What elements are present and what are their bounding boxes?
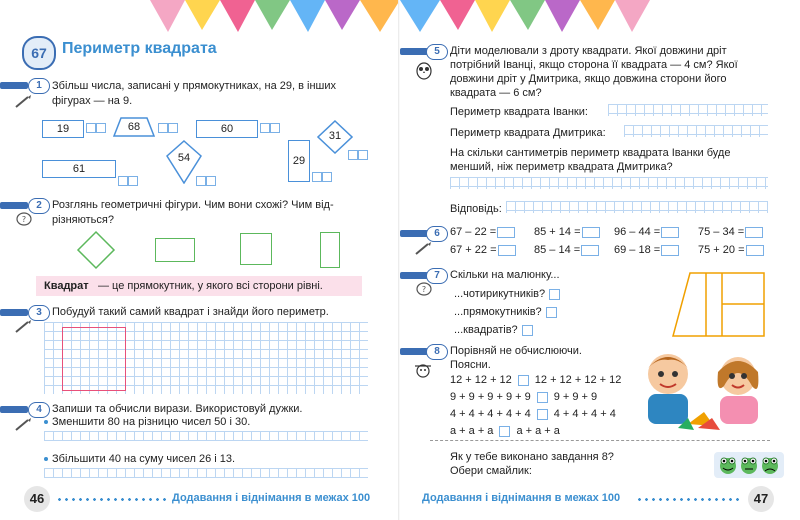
answer-box[interactable] — [196, 176, 206, 186]
task7-q1: ...чотирикутників? — [454, 287, 560, 301]
compare-row: 9 + 9 + 9 + 9 + 9 9 + 9 + 9 — [450, 391, 598, 403]
svg-text:?: ? — [421, 285, 427, 294]
solution-grid[interactable] — [450, 177, 768, 189]
compare-box[interactable] — [518, 375, 529, 386]
task-bar — [0, 82, 28, 89]
equation: 75 – 34 = — [698, 226, 763, 238]
neutral-frog-icon[interactable] — [739, 455, 759, 475]
task8-line2: Поясни. — [450, 359, 491, 371]
number-rectangle: 29 — [288, 140, 310, 182]
task-bar — [0, 309, 28, 316]
pencil-icon — [414, 242, 432, 256]
answer-box[interactable] — [168, 123, 178, 133]
task-number: 5 — [426, 44, 448, 60]
diamond-value: 31 — [328, 130, 342, 142]
owl-icon — [414, 60, 434, 80]
question-bubble-icon — [416, 282, 432, 298]
footer-dots — [56, 498, 168, 501]
answer-box[interactable] — [312, 172, 322, 182]
task-number: 1 — [28, 78, 50, 94]
equation: 85 + 14 = — [534, 226, 600, 238]
task7-q2: ...прямокутників? — [454, 305, 557, 319]
scientist-icon — [412, 362, 434, 380]
page-title: Периметр квадрата — [62, 40, 217, 57]
trapezoid-value: 68 — [127, 121, 141, 133]
footer-text: Додавання і віднімання в межах 100 — [422, 492, 621, 504]
rectangles-figure — [672, 272, 766, 338]
green-rhombus — [76, 230, 116, 270]
pencil-icon — [14, 320, 32, 334]
smiley-panel — [714, 452, 784, 478]
task-bar — [0, 202, 28, 209]
equation: 67 + 22 = — [450, 244, 516, 256]
divider — [430, 440, 770, 441]
answer-box[interactable] — [86, 123, 96, 133]
answer-box[interactable] — [522, 325, 533, 336]
answer-box[interactable] — [118, 176, 128, 186]
answer-label: Відповідь: — [450, 203, 502, 215]
task-bar — [400, 272, 428, 279]
task-bar — [0, 406, 28, 413]
answer-box[interactable] — [746, 245, 764, 256]
task-number: 2 — [28, 198, 50, 214]
equation: 96 – 44 = — [614, 226, 679, 238]
answer-box[interactable] — [358, 150, 368, 160]
task-number: 7 — [426, 268, 448, 284]
answer-box[interactable] — [158, 123, 168, 133]
definition-text: — це прямокутник, у якого всі сторони рівні. — [98, 280, 323, 292]
compare-box[interactable] — [537, 409, 548, 420]
svg-text:?: ? — [21, 215, 27, 224]
answer-box[interactable] — [128, 176, 138, 186]
answer-box[interactable] — [549, 289, 560, 300]
lesson-number-badge — [22, 36, 56, 70]
task-bar — [400, 48, 428, 55]
children-illustration — [628, 346, 778, 430]
compare-row: 4 + 4 + 4 + 4 + 4 4 + 4 + 4 + 4 — [450, 408, 616, 420]
task5-line1: Діти моделювали з дроту квадрати. Якої довжини дріт — [450, 45, 727, 57]
equation: 67 – 22 = — [450, 226, 515, 238]
answer-box[interactable] — [270, 123, 280, 133]
task-number: 4 — [28, 402, 50, 418]
compare-row: 12 + 12 + 12 12 + 12 + 12 + 12 — [450, 374, 622, 386]
answer-box[interactable] — [546, 307, 557, 318]
bullet — [44, 457, 48, 461]
bunting-decoration — [400, 0, 800, 34]
dmytryk-answer-grid[interactable] — [624, 125, 768, 137]
definition-term: Квадрат — [44, 280, 89, 292]
lesson-number: 67 — [31, 45, 47, 61]
ivanka-answer-grid[interactable] — [608, 104, 768, 116]
task7-q3: ...квадратів? — [454, 323, 533, 337]
task-bar — [400, 230, 428, 237]
question-bubble-icon — [16, 212, 32, 228]
task1-text-line2: фігурах — на 9. — [52, 95, 133, 107]
answer-box[interactable] — [661, 245, 679, 256]
compare-box[interactable] — [537, 392, 548, 403]
task-number: 8 — [426, 344, 448, 360]
pencil-icon — [14, 95, 32, 109]
page-number: 46 — [24, 486, 50, 512]
equation: 85 – 14 = — [534, 244, 599, 256]
answer-box[interactable] — [661, 227, 679, 238]
task4-text: Запиши та обчисли вирази. Використовуй дужки. — [52, 403, 303, 415]
number-rectangle: 61 — [42, 160, 116, 178]
task8-line1: Порівняй не обчислюючи. — [450, 345, 582, 357]
task7-text: Скільки на малюнку... — [450, 269, 560, 281]
kite-value: 54 — [177, 152, 191, 164]
answer-grid[interactable] — [44, 431, 368, 441]
task-bar — [400, 348, 428, 355]
number-rectangle: 19 — [42, 120, 84, 138]
page-number: 47 — [748, 486, 774, 512]
answer-grid[interactable] — [506, 201, 768, 213]
answer-box[interactable] — [745, 227, 763, 238]
right-page — [400, 0, 800, 520]
answer-box[interactable] — [322, 172, 332, 182]
answer-box[interactable] — [206, 176, 216, 186]
task5-line2: потрібний Іванці, якщо сторона її квадрата — 4 см? Якої — [450, 59, 738, 71]
green-rectangle — [155, 238, 195, 262]
task-number: 3 — [28, 305, 50, 321]
definition-box — [36, 276, 362, 296]
footer-dots — [636, 498, 740, 501]
task5-question-line2: менший, ніж периметр квадрата Дмитрика? — [450, 161, 673, 173]
task-number: 6 — [426, 226, 448, 242]
answer-box[interactable] — [497, 227, 515, 238]
compare-box[interactable] — [499, 426, 510, 437]
task5-question-line1: На скільки сантиметрів периметр квадрата Іванки буде — [450, 147, 731, 159]
number-rectangle: 60 — [196, 120, 258, 138]
self-check-line2: Обери смайлик: — [450, 465, 532, 477]
answer-box[interactable] — [348, 150, 358, 160]
green-tall-rectangle — [320, 232, 340, 268]
task4-item2: Збільшити 40 на суму чисел 26 і 13. — [52, 453, 236, 465]
task5-line4: квадрата — 6 см? — [450, 87, 542, 99]
happy-frog-icon[interactable] — [718, 455, 738, 475]
dmytryk-label: Периметр квадрата Дмитрика: — [450, 127, 606, 139]
sample-square — [62, 327, 126, 391]
self-check-line1: Як у тебе виконано завдання 8? — [450, 451, 614, 463]
sad-frog-icon[interactable] — [760, 455, 780, 475]
footer-text: Додавання і віднімання в межах 100 — [172, 492, 371, 504]
task2-text-line2: різняються? — [52, 214, 114, 226]
task1-text-line1: Збільш числа, записані у прямокутниках, на 29, в інших — [52, 80, 337, 92]
compare-row: a + a + a a + a + a — [450, 425, 560, 437]
green-square — [240, 233, 272, 265]
answer-box[interactable] — [582, 227, 600, 238]
task2-text-line1: Розглянь геометричні фігури. Чим вони схожі? Чим від- — [52, 199, 334, 211]
pencil-icon — [14, 418, 32, 432]
answer-box[interactable] — [260, 123, 270, 133]
task3-text: Побудуй такий самий квадрат і знайди його периметр. — [52, 306, 329, 318]
ivanka-label: Периметр квадрата Іванки: — [450, 106, 588, 118]
equation: 69 – 18 = — [614, 244, 679, 256]
answer-box[interactable] — [96, 123, 106, 133]
task4-item1: Зменшити 80 на різницю чисел 50 і 30. — [52, 416, 251, 428]
bullet — [44, 420, 48, 424]
answer-box[interactable] — [581, 245, 599, 256]
equation: 75 + 20 = — [698, 244, 764, 256]
answer-grid[interactable] — [44, 468, 368, 478]
bunting-decoration — [0, 0, 400, 34]
task5-line3: довжини дріт у Дмитрика, якщо довжина сторони його — [450, 73, 727, 85]
answer-box[interactable] — [498, 245, 516, 256]
